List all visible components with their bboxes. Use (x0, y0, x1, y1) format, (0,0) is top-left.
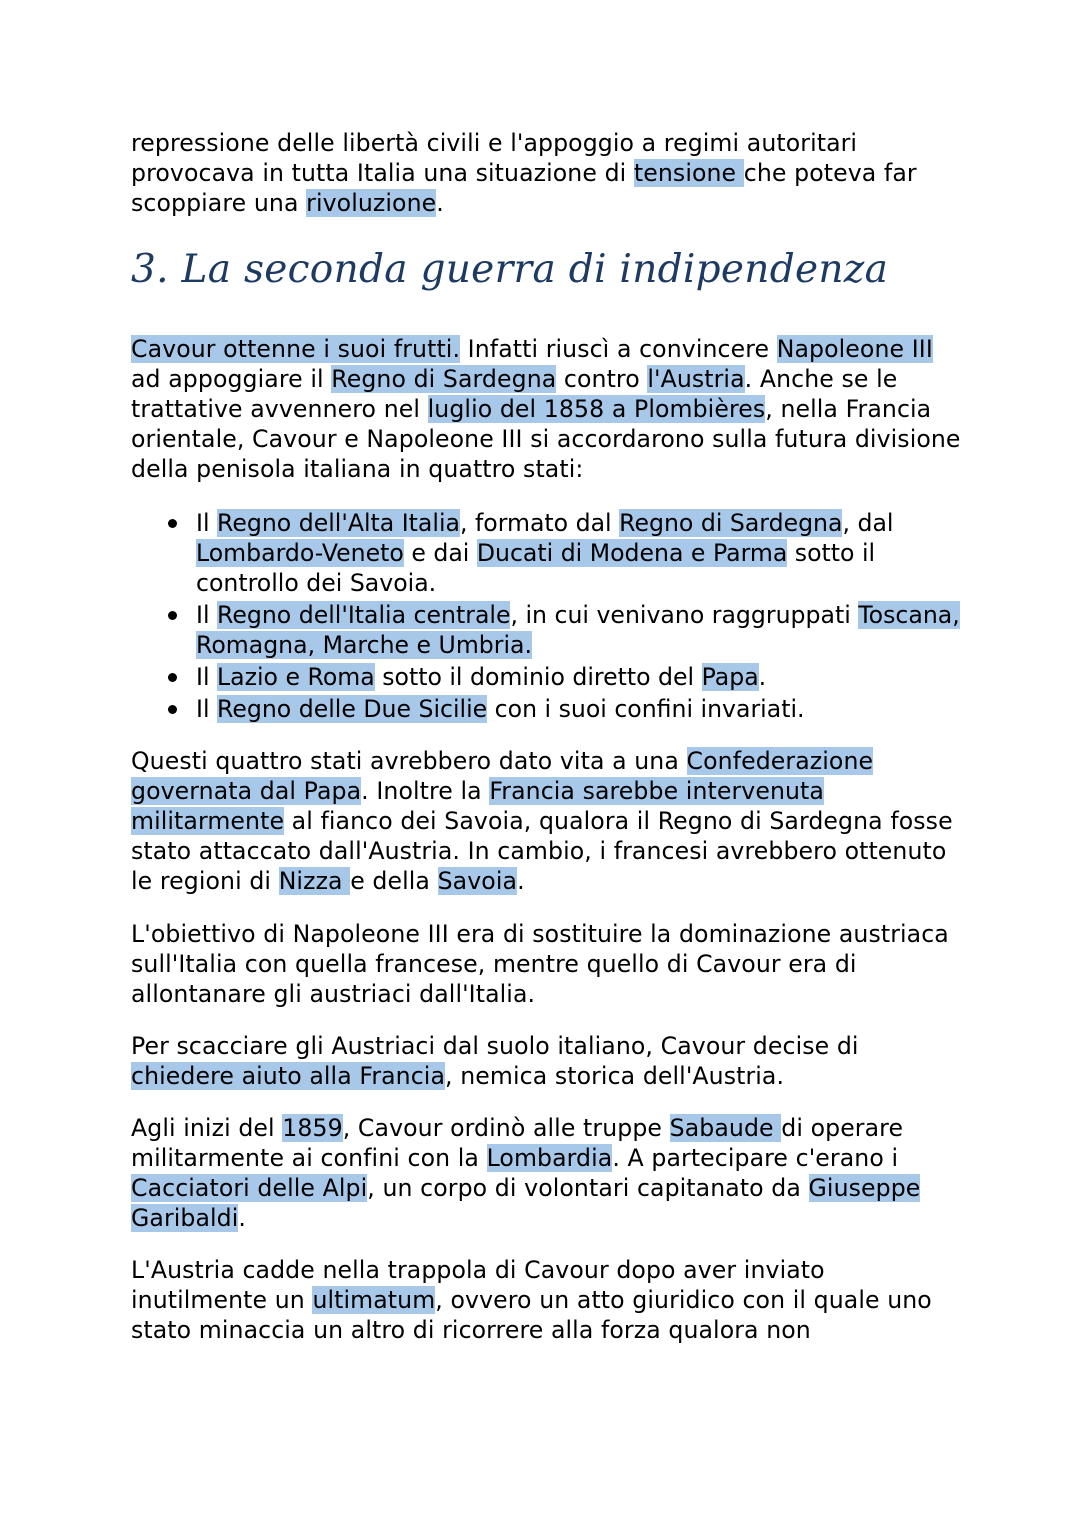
text: , dal (842, 509, 894, 537)
text: , nemica storica dell'Austria. (445, 1062, 785, 1090)
text: con i suoi confini invariati. (487, 695, 805, 723)
text: . A partecipare c'erano i (612, 1144, 899, 1172)
highlight: Confederazione governata dal Papa (131, 747, 874, 805)
text: L'Austria cadde nella trappola di Cavour dopo aver inviato inutilmente un (131, 1256, 825, 1314)
text: di operare militarmente ai confini con la (131, 1114, 904, 1172)
paragraph-6 (131, 1255, 961, 1345)
highlight: luglio del 1858 a Plombières (427, 395, 766, 423)
highlight: Napoleone III (776, 335, 933, 363)
text: , formato dal (459, 509, 620, 537)
highlight: Cacciatori delle Alpi (131, 1174, 368, 1202)
text: che poteva far scoppiare una (131, 159, 917, 217)
text: Il (196, 509, 218, 537)
list-item (131, 662, 961, 692)
highlight: l'Austria (647, 365, 745, 393)
text: e della (350, 867, 438, 895)
highlight: Ducati di Modena e Parma (476, 539, 788, 567)
text: Il (196, 601, 218, 629)
highlight: Regno delle Due Sicilie (217, 695, 488, 723)
text: sotto il controllo dei Savoia. (196, 539, 876, 597)
text: . Inoltre la (361, 777, 490, 805)
text: e dai (403, 539, 477, 567)
text: , ovvero un atto giuridico con il quale uno stato minaccia un altro di ricorrere alla forza qualora non (131, 1286, 932, 1344)
highlight: chiedere aiuto alla Francia (131, 1062, 446, 1090)
bullet-icon (168, 611, 177, 620)
highlight: rivoluzione (306, 189, 437, 217)
text: contro (556, 365, 648, 393)
text: sotto il dominio diretto del (374, 663, 702, 691)
text: Infatti riuscì a convincere (460, 335, 777, 363)
highlight: Lombardo-Veneto (196, 539, 404, 567)
text: Questi quattro stati avrebbero dato vita a una (131, 747, 687, 775)
section-heading: 3. La seconda guerra di indipendenza (131, 247, 889, 292)
text: al fianco dei Savoia, qualora il Regno di Sardegna fosse stato attaccato dall'Austria. In cambio, i francesi avrebbero ottenuto le regioni di (131, 807, 953, 895)
highlight: 1859 (282, 1114, 343, 1142)
text: Il (196, 695, 218, 723)
paragraph-2 (131, 746, 961, 896)
list-item (131, 694, 961, 724)
list-item (131, 600, 961, 660)
highlight: ultimatum (312, 1286, 436, 1314)
text: . Anche se le trattative avvennero nel (131, 365, 898, 423)
list-item (131, 508, 961, 598)
bullet-icon (168, 705, 177, 714)
highlight: Sabaude (669, 1114, 782, 1142)
text: Il (196, 663, 218, 691)
text: . (238, 1204, 247, 1232)
paragraph-4 (131, 1031, 961, 1091)
text: , Cavour ordinò alle truppe (342, 1114, 670, 1142)
highlight: Lombardia (486, 1144, 613, 1172)
text: Agli inizi del (131, 1114, 283, 1142)
text: . (436, 189, 444, 217)
text: ad appoggiare il (131, 365, 332, 393)
highlight: Giuseppe Garibaldi (131, 1174, 921, 1232)
paragraph-5 (131, 1113, 961, 1233)
text: Per scacciare gli Austriaci dal suolo italiano, Cavour decise di (131, 1032, 859, 1060)
highlight: Toscana, Romagna, Marche e Umbria. (196, 601, 960, 659)
text: . (517, 867, 525, 895)
paragraph-1 (131, 334, 961, 484)
text: , in cui venivano raggruppati (510, 601, 859, 629)
highlight: Nizza (278, 867, 351, 895)
bullet-icon (168, 519, 177, 528)
highlight: Papa (701, 663, 759, 691)
intro-paragraph (131, 128, 961, 218)
highlight: tensione (633, 159, 744, 187)
highlight: Regno di Sardegna (619, 509, 843, 537)
highlight: Regno dell'Italia centrale (217, 601, 511, 629)
text: . (758, 663, 767, 691)
highlight: Regno dell'Alta Italia (217, 509, 460, 537)
bullet-icon (168, 673, 177, 682)
highlight: Lazio e Roma (217, 663, 375, 691)
text: , nella Francia orientale, Cavour e Napoleone III si accordarono sulla futura divisione della penisola italiana in quattro stati: (131, 395, 961, 483)
bullet-list (131, 508, 961, 726)
text: , un corpo di volontari capitanato da (367, 1174, 809, 1202)
text: repressione delle libertà civili e l'appoggio a regimi autoritari provocava in tutta Italia una situazione di (131, 129, 858, 187)
highlight: Cavour ottenne i suoi frutti. (131, 335, 461, 363)
highlight: Savoia (437, 867, 518, 895)
highlight: Francia sarebbe intervenuta militarmente (131, 777, 824, 835)
highlight: Regno di Sardegna (331, 365, 557, 393)
paragraph-3: L'obiettivo di Napoleone III era di sostituire la dominazione austriaca sull'Italia con quella francese, mentre quello di Cavour era di allontanare gli austriaci dall'Italia. (131, 920, 949, 1008)
